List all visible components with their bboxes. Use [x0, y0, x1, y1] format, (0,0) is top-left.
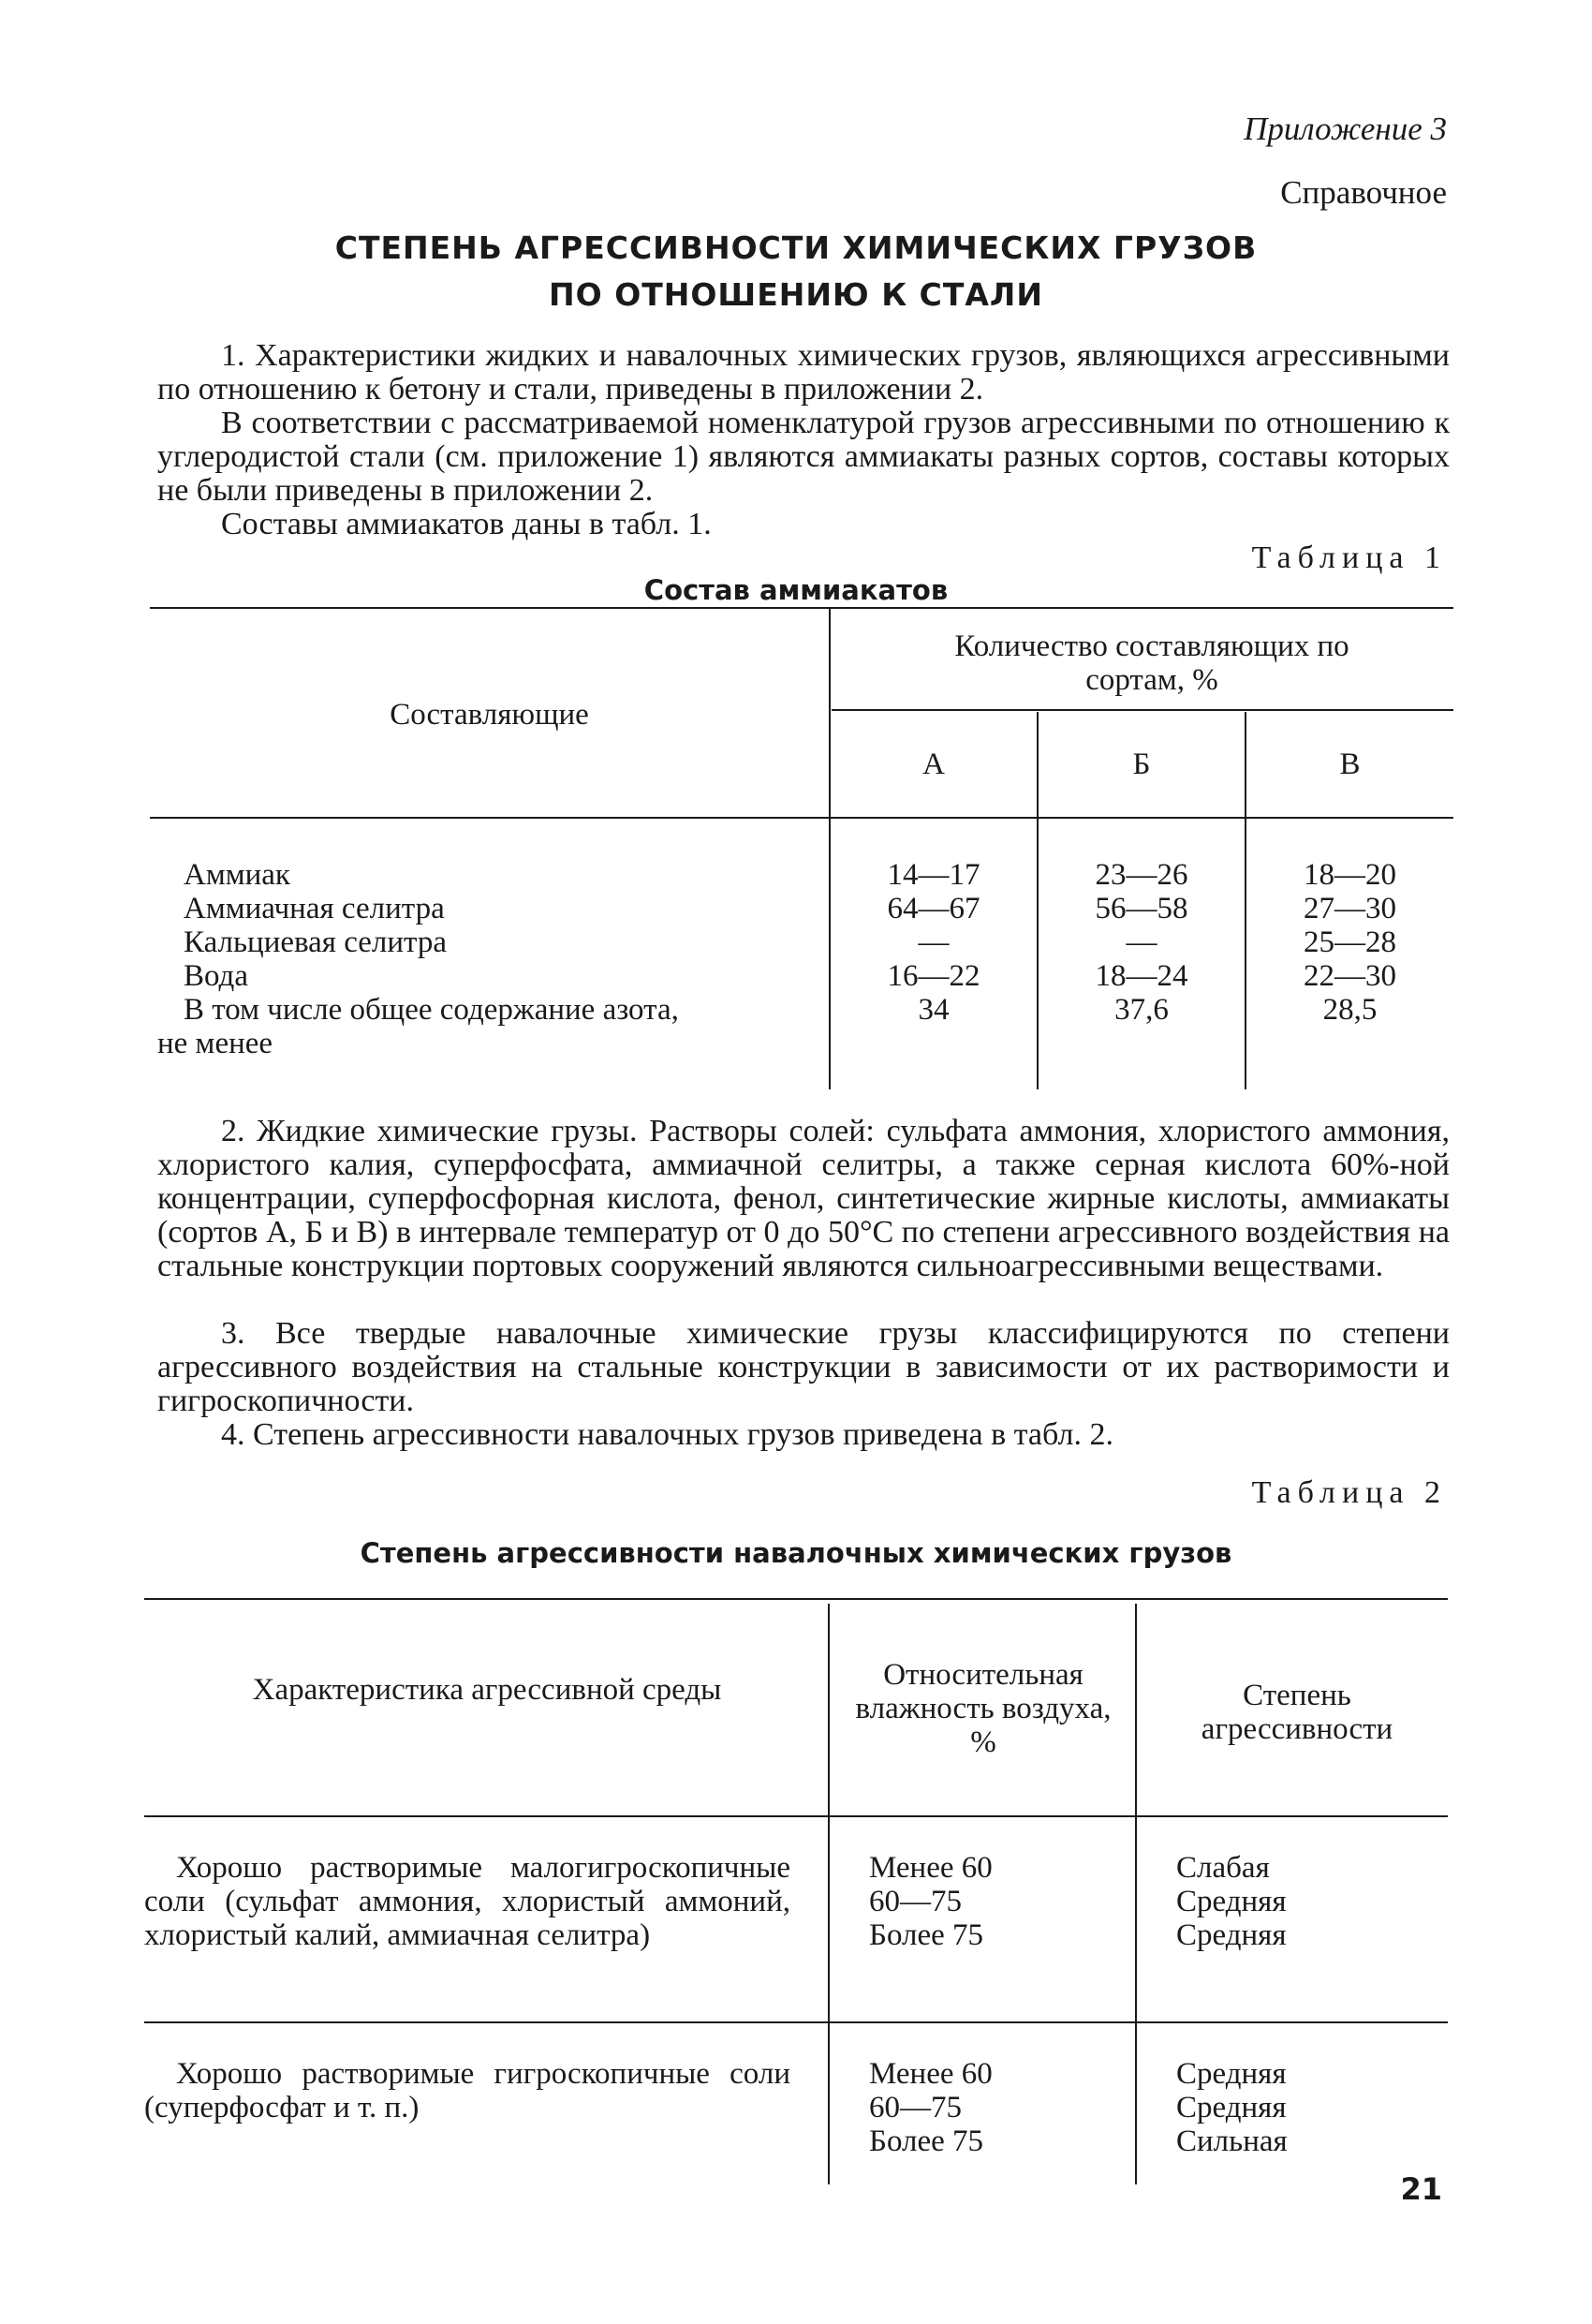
- table1-row-c: 18—20: [1304, 858, 1396, 892]
- table1-row-c: 27—30: [1304, 892, 1396, 925]
- intro-paragraph-1: 1. Характеристики жидких и навалочных химических грузов, являющихся агрессивными по отношению к бетону и стали, приведены в приложении 2.: [157, 338, 1450, 407]
- table1-header-split-rule: [832, 709, 1453, 711]
- humidity-value: 60—75: [869, 2091, 962, 2124]
- degree-value: Средняя: [1176, 1885, 1287, 1918]
- humidity-value: Менее 60: [869, 2057, 993, 2091]
- table1-row-name: Аммиачная селитра: [184, 892, 445, 925]
- table1-top-rule: [150, 607, 1453, 609]
- title-line-2: ПО ОТНОШЕНИЮ К СТАЛИ: [549, 276, 1043, 313]
- table1-row-b: 23—26: [1095, 858, 1188, 892]
- table1-grade-a: А: [922, 748, 945, 781]
- degree-value: Сильная: [1176, 2124, 1288, 2158]
- intro-paragraph-2: В соответствии с рассматриваемой номенклатурой грузов агрессивными по отношению к углеродистой стали (см. приложение 1) являются аммиакаты разных сортов, составы которых не были приведены в приложении 2.: [157, 406, 1450, 508]
- table1-row-c: 28,5: [1322, 993, 1378, 1027]
- table1-row-a: 34: [918, 993, 950, 1027]
- table2-col-divider-2: [1135, 1604, 1137, 2184]
- table1-row-name: В том числе общее содержание азота,: [184, 993, 679, 1027]
- intro-paragraph-3: Составы аммиакатов даны в табл. 1.: [221, 507, 712, 541]
- table2-title: Степень агрессивности навалочных химических грузов: [360, 1537, 1232, 1569]
- degree-value: Средняя: [1176, 2091, 1287, 2124]
- table1-row-name-continued: не менее: [157, 1027, 273, 1060]
- body-paragraph-3: 3. Все твердые навалочные химические грузы классифицируются по степени агрессивного воздействия на стальные конструкции в зависимости от их растворимости и гигроскопичности.: [157, 1316, 1450, 1418]
- title-line-1: СТЕПЕНЬ АГРЕССИВНОСТИ ХИМИЧЕСКИХ ГРУЗОВ: [334, 229, 1258, 266]
- table1-header-bottom-rule: [150, 817, 1453, 819]
- table1-grade-b: Б: [1132, 748, 1151, 781]
- table1-row-name: Вода: [184, 959, 248, 993]
- table1-row-name: Кальциевая селитра: [184, 925, 448, 959]
- table1-header-component: Составляющие: [390, 698, 589, 732]
- table2-top-rule: [144, 1598, 1448, 1600]
- table1-row-a: 64—67: [887, 892, 980, 925]
- table2-col-divider-1: [828, 1604, 830, 2184]
- table2-header-humidity: Относительная влажность воздуха, %: [855, 1658, 1112, 1759]
- table2-header-bottom-rule: [144, 1815, 1448, 1817]
- humidity-value: Более 75: [869, 1918, 984, 1952]
- table2-row-humidity: [869, 2057, 993, 2158]
- table2-row-degree: [1176, 1851, 1287, 1952]
- table2-row-description: Хорошо растворимые гигроскопичные соли (суперфосфат и т. п.): [144, 2057, 790, 2124]
- table2-header-medium: Характеристика агрессивной среды: [252, 1673, 722, 1707]
- appendix-note: Справочное: [1280, 174, 1447, 211]
- table2-row-humidity: [869, 1851, 993, 1952]
- table1-row-b: 18—24: [1095, 959, 1188, 993]
- body-paragraph-2: 2. Жидкие химические грузы. Растворы солей: сульфата аммония, хлористого аммония, хлористого калия, суперфосфата, аммиачной селитры, а также серная кислота 60%-ной концентрации, суперфосфорная кислота, фенол, синтетические жирные кислоты, аммиакаты (сортов А, Б и В) в интервале температур от 0 до 50°С по степени агрессивного воздействия на стальные конструкции портовых сооружений являются сильноагрессивными веществами.: [157, 1114, 1450, 1283]
- table1-row-b: —: [1126, 925, 1157, 959]
- table1-grade-c: В: [1339, 748, 1361, 781]
- table1-row-c: 25—28: [1304, 925, 1396, 959]
- table2-row-degree: [1176, 2057, 1288, 2158]
- appendix-label: Приложение 3: [1244, 111, 1447, 147]
- humidity-value: 60—75: [869, 1885, 962, 1918]
- degree-value: Слабая: [1176, 1851, 1270, 1885]
- table1-row-a: 14—17: [887, 858, 980, 892]
- table1-row-name: Аммиак: [184, 858, 290, 892]
- degree-value: Средняя: [1176, 1918, 1287, 1952]
- humidity-value: Более 75: [869, 2124, 984, 2158]
- table2-row-description: Хорошо растворимые малогигроскопичные соли (сульфат аммония, хлористый аммоний, хлористый калий, аммиачная селитра): [144, 1851, 790, 1952]
- table1-title: Состав аммиакатов: [643, 574, 949, 606]
- table1-header-quantity: Количество составляющих по сортам, %: [954, 629, 1349, 697]
- table1-row-b: 56—58: [1095, 892, 1188, 925]
- degree-value: Средняя: [1176, 2057, 1287, 2091]
- table2-label: Таблица 2: [1251, 1475, 1447, 1510]
- page-number: 21: [1400, 2171, 1442, 2207]
- table1-label: Таблица 1: [1251, 540, 1447, 575]
- table2-group-rule: [144, 2021, 1448, 2023]
- table2-header-degree: Степень агрессивности: [1201, 1679, 1393, 1746]
- body-paragraph-4: 4. Степень агрессивности навалочных грузов приведена в табл. 2.: [221, 1417, 1113, 1452]
- humidity-value: Менее 60: [869, 1851, 993, 1885]
- page-title: [187, 225, 1405, 318]
- table1-row-b: 37,6: [1114, 993, 1169, 1027]
- table1-row-c: 22—30: [1304, 959, 1396, 993]
- table1-row-a: 16—22: [887, 959, 980, 993]
- table1-row-a: —: [918, 925, 950, 959]
